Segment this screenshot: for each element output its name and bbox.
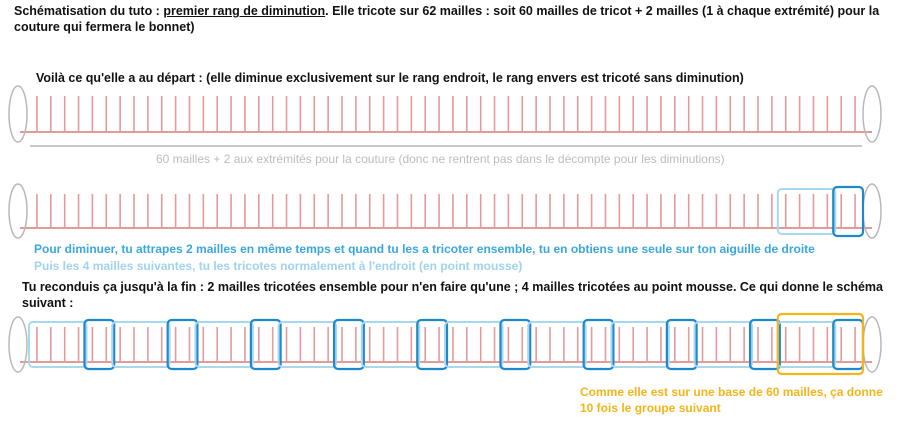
intro-text: Schématisation du tuto : premier rang de diminution. Elle tricote sur 62 mailles : soit 60 mailles de tricot + 2 mailles (1 à chaque extrémité) pour la couture qui fermera le bonnet) <box>14 4 880 34</box>
row2-left-edge-stitch <box>9 184 27 238</box>
row2-note-knit: Puis les 4 mailles suivantes, tu les tricotes normalement à l'endroit (en point mousse) <box>34 259 523 273</box>
row1-note: 60 mailles + 2 aux extrémités pour la couture (donc ne rentrent pas dans le décompte pour les diminutions) <box>156 152 725 166</box>
final-note-line1: Comme elle est sur une base de 60 mailles, ça donne <box>580 385 883 399</box>
row1-left-edge-stitch <box>9 86 27 142</box>
row1-right-edge-stitch <box>863 86 881 142</box>
row2-note-decrease: Pour diminuer, tu attrapes 2 mailles en même temps et quand tu les a tricoter ensemble, tu en obtiens une seule sur ton aiguille de droite <box>34 242 815 256</box>
row1-caption: Voilà ce qu'elle a au départ : (elle diminue exclusivement sur le rang endroit, le rang envers est tricoté sans diminution) <box>36 71 744 85</box>
row3-left-edge-stitch <box>9 317 27 372</box>
row3-right-edge-stitch <box>863 317 881 372</box>
row2-right-edge-stitch <box>863 184 881 238</box>
final-note-line2: 10 fois le groupe suivant <box>580 401 721 415</box>
row3-caption-line1: Tu reconduis ça jusqu'à la fin : 2 mailles tricotées ensemble pour n'en faire qu'une ; 4 mailles tricotées au point mousse. Ce qui donne le schéma <box>22 280 883 294</box>
row3-caption-line2: suivant : <box>22 296 74 310</box>
intro-underlined: premier rang de diminution <box>163 4 326 18</box>
